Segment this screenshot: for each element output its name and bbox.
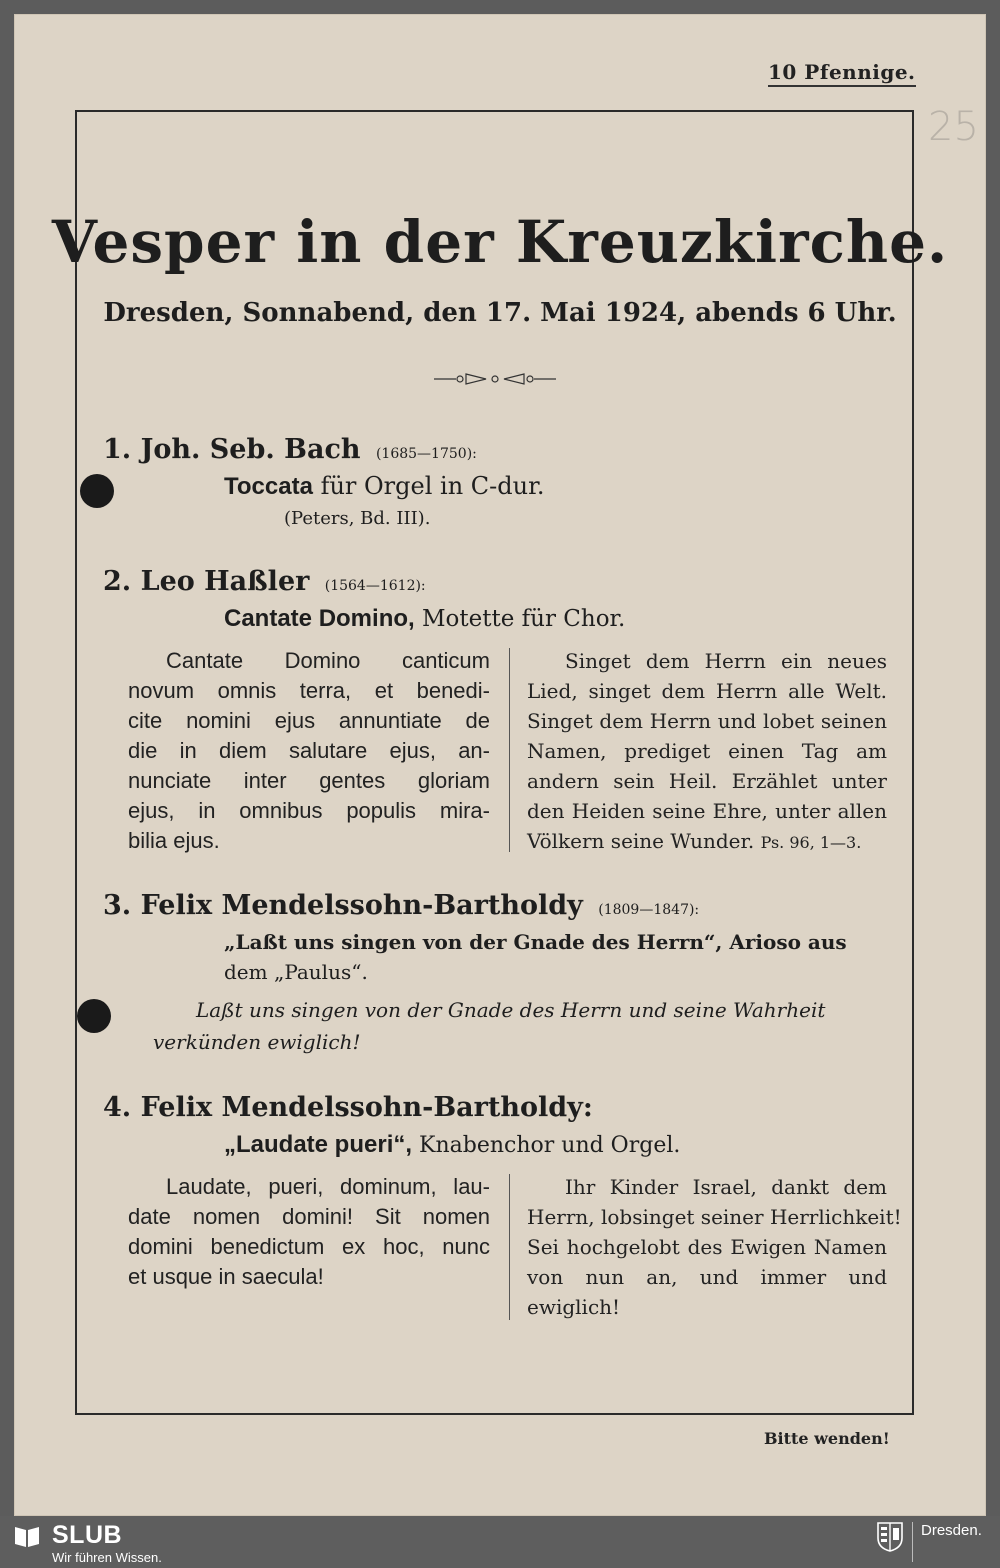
text-line: Laudate, pueri, dominum, lau-	[166, 1174, 490, 1199]
program-item-2-heading	[103, 566, 426, 597]
text-line: die in diem salutare ejus, an-	[128, 738, 490, 763]
library-tagline: Wir führen Wissen.	[52, 1550, 162, 1565]
composer-dates: (1809—1847):	[598, 902, 700, 918]
text-line: nunciate inter gentes gloriam	[128, 768, 490, 793]
column-divider	[509, 648, 510, 852]
work-description: Motette für Chor.	[422, 606, 626, 632]
event-date-line: Dresden, Sonnabend, den 17. Mai 1924, abends 6 Uhr.	[103, 298, 897, 328]
text-line: Cantate Domino canticum	[166, 648, 490, 673]
program-item-4-heading	[103, 1092, 593, 1123]
text-line: den Heiden seine Ehre, unter allen	[527, 799, 887, 823]
text-line: Namen, prediget einen Tag am	[527, 739, 887, 763]
slub-book-icon[interactable]	[14, 1524, 40, 1548]
work-title: „Laudate pueri“,	[224, 1131, 413, 1158]
composer-name: Felix Mendelssohn-Bartholdy	[140, 890, 583, 921]
text-line: Lied, singet dem Herrn alle Welt.	[527, 679, 887, 703]
german-text-column	[527, 1172, 902, 1322]
item-number: 2.	[103, 566, 132, 597]
program-item-3-text-cont: verkünden ewiglich!	[153, 1030, 361, 1054]
text-line: Singet dem Herrn und lobet seinen	[527, 709, 887, 733]
text-line	[527, 826, 887, 858]
pencil-annotation: 25	[928, 104, 979, 150]
text-line: date nomen domini! Sit nomen	[128, 1204, 490, 1229]
text-line: Ihr Kinder Israel, dankt dem	[565, 1175, 887, 1199]
item-number: 1.	[103, 434, 132, 465]
program-item-3-heading	[103, 890, 699, 921]
psalm-reference: Ps. 96, 1—3.	[760, 833, 862, 852]
program-item-2-work	[224, 605, 625, 633]
text-line: ejus, in omnibus populis mira-	[128, 798, 490, 823]
city-logo-name[interactable]: Dresden.	[921, 1522, 982, 1539]
work-description: Knabenchor und Orgel.	[419, 1133, 681, 1158]
german-text-column	[527, 646, 887, 858]
text-line: Singet dem Herrn ein neues	[565, 649, 887, 673]
composer-name: Joh. Seb. Bach	[140, 434, 361, 465]
latin-text-column	[128, 646, 490, 856]
work-title: Cantate Domino,	[224, 605, 415, 632]
text-line: von nun an, und immer und	[527, 1265, 887, 1289]
text-line: bilia ejus.	[128, 828, 220, 853]
page-title: Vesper in der Kreuzkirche.	[51, 208, 949, 276]
library-logo-name[interactable]: SLUB	[52, 1521, 123, 1549]
city-coat-of-arms-icon[interactable]	[877, 1522, 903, 1552]
punch-hole	[80, 474, 114, 508]
program-item-3-work: „Laßt uns singen von der Gnade des Herrn“, Arioso aus	[224, 930, 847, 954]
program-item-1-work	[224, 472, 545, 501]
text-line: Herrn, lobsinget seiner Herrlichkeit!	[527, 1205, 902, 1229]
work-title: Toccata	[224, 473, 313, 500]
item-number: 3.	[103, 890, 132, 921]
text-line: novum omnis terra, et benedi-	[128, 678, 490, 703]
text-line: andern sein Heil. Erzählet unter	[527, 769, 887, 793]
price-label: 10 Pfennige.	[768, 60, 916, 87]
program-item-3-work-cont: dem „Paulus“.	[224, 960, 368, 984]
text-line-body: Völkern seine Wunder.	[527, 829, 755, 853]
punch-hole	[77, 999, 111, 1033]
footer-separator	[912, 1522, 913, 1562]
composer-dates: (1685—1750):	[375, 446, 477, 462]
work-description: für Orgel in C-dur.	[320, 472, 545, 500]
program-item-1-edition: (Peters, Bd. III).	[284, 508, 431, 529]
text-line: domini benedictum ex hoc, nunc	[128, 1234, 490, 1259]
program-item-4-work	[224, 1131, 680, 1159]
turn-page-note: Bitte wenden!	[764, 1429, 890, 1448]
ornament-divider-icon	[434, 372, 556, 386]
item-number: 4.	[103, 1092, 132, 1123]
column-divider	[509, 1174, 510, 1320]
latin-text-column	[128, 1172, 490, 1292]
text-line: Sei hochgelobt des Ewigen Namen	[527, 1235, 887, 1259]
composer-name: Felix Mendelssohn-Bartholdy:	[140, 1092, 593, 1123]
text-line: cite nomini ejus annuntiate de	[128, 708, 490, 733]
program-item-3-text: Laßt uns singen von der Gnade des Herrn und seine Wahrheit	[196, 998, 826, 1022]
text-line: ewiglich!	[527, 1295, 621, 1319]
composer-dates: (1564—1612):	[324, 578, 426, 594]
text-line: et usque in saecula!	[128, 1264, 324, 1289]
program-item-1-heading	[103, 434, 477, 465]
composer-name: Leo Haßler	[140, 566, 310, 597]
